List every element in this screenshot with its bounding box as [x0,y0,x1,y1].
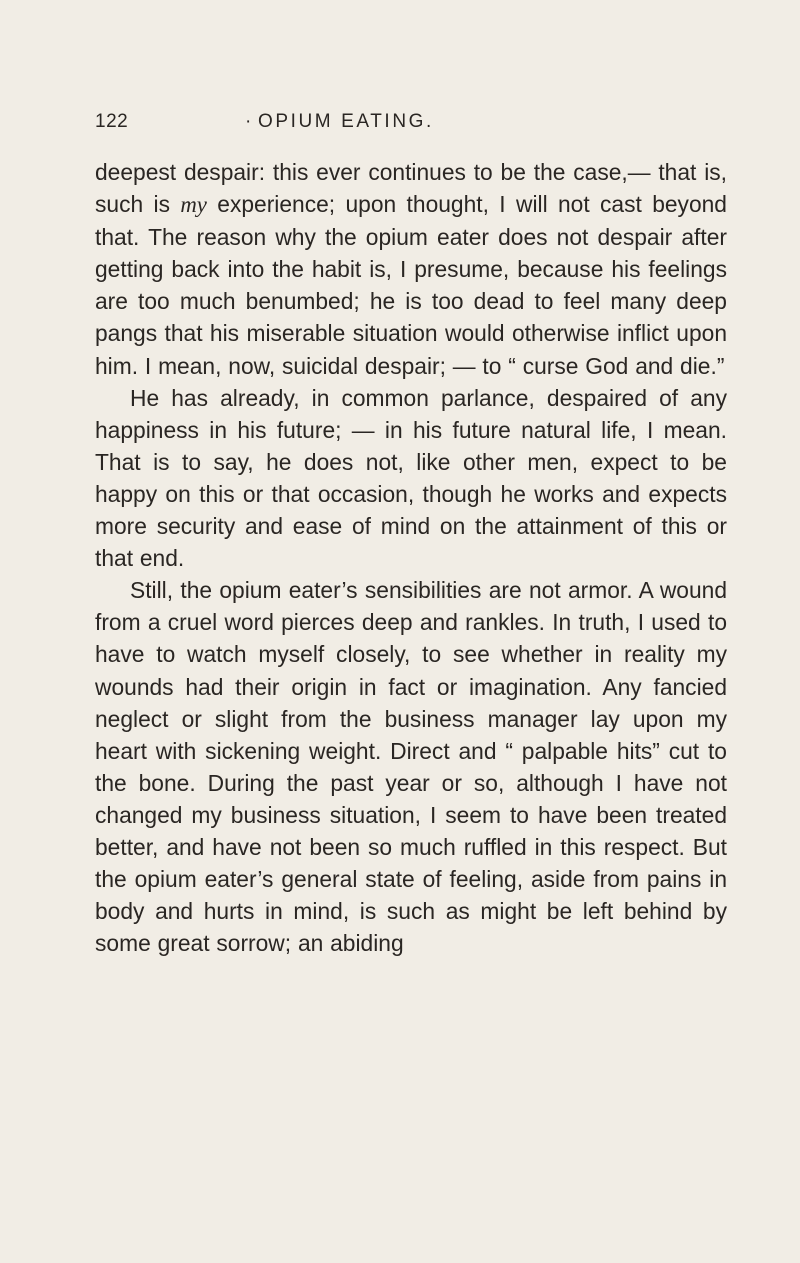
paragraph: Still, the opium eater’s sensibilities are not armor. A wound from a cruel word pierces deep and rankles. In truth, I used to have to watch myself closely, to see whether in reality my wounds had their origin in fact or imagination. Any fancied neglect or slight from the business manager lay upon my heart with sickening weight. Direct and “ palpable hits” cut to the bone. During the past year or so, although I have not changed my business situation, I seem to have been treated better, and have not been so much ruffled in this respect. But the opium eater’s general state of feeling, aside from pains in body and hurts in mind, is such as might be left behind by some great sorrow; an abiding [95,577,727,957]
running-header [95,111,725,141]
paragraph-continuation [95,156,727,382]
paragraph: He has already, in common parlance, despaired of any happiness in his future; — in his future natural life, I mean. That is to say, he does not, like other men, expect to be happy on this or that occasion, though he works and expects more security and ease of mind on the attainment of this or that end. [95,384,727,572]
paragraph-text: deepest despair: this ever continues to be the case,— that is, such is [95,159,727,218]
emphasis-text: my [180,192,207,218]
page-number: 122 [95,111,129,132]
body-text [95,156,727,959]
running-title: · OPIUM EATING. [245,111,434,133]
paragraph-text: experience; upon thought, I will not cast beyond that. The reason why the opium eater does not despair after getting back into the habit is, I presume, because his feelings are too much benumbed; he is too dead to feel many deep pangs that his miserable situation would otherwise inflict upon him. I mean, now, suicidal despair; — to “ curse God and die.” [95,191,727,379]
